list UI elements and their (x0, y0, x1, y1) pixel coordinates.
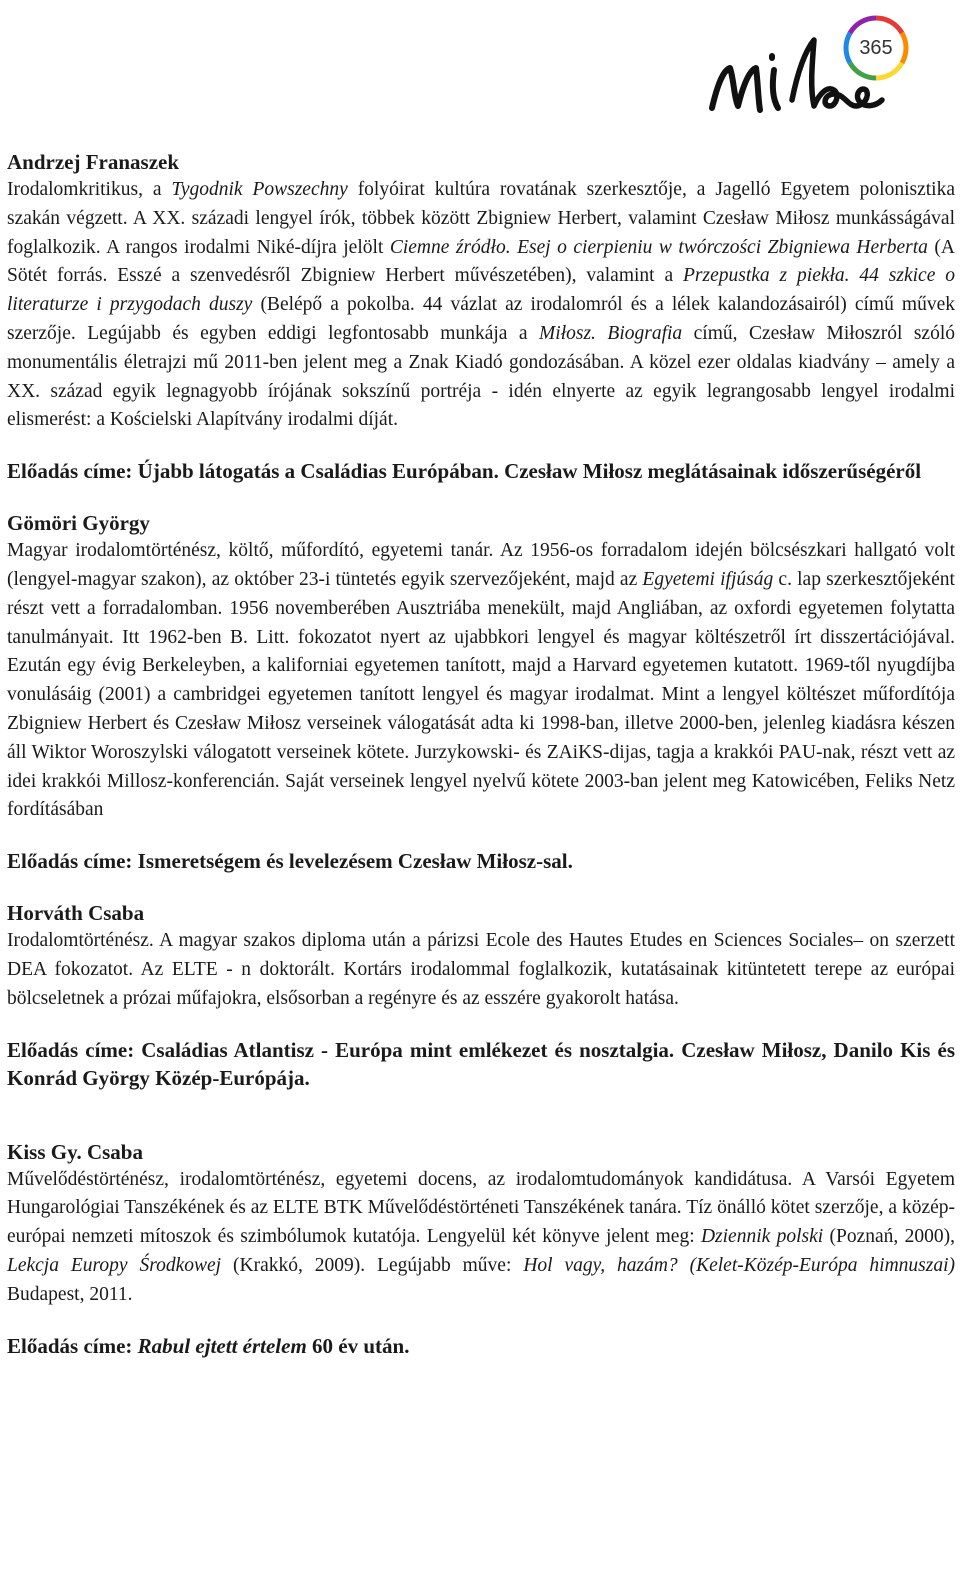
text-run: Irodalomkritikus, a (7, 179, 172, 200)
speaker-name: Horváth Csaba (7, 901, 145, 926)
speaker-bio (7, 1166, 955, 1310)
speaker-entry (7, 509, 955, 875)
milosz-365-logo (694, 10, 934, 130)
text-run: (Poznań, 2000), (823, 1226, 955, 1248)
text-run: Budapest, 2011. (7, 1283, 133, 1305)
text-run: (Belépő a pokolba. 44 vázlat az irodalomról és a lélek kalandozásairól) című művek szerzője. Legújabb és egyben eddigi legfontosabb munkája a (7, 294, 956, 344)
italic-title: Dziennik polski (700, 1226, 824, 1248)
logo-graphic (694, 10, 934, 130)
lecture-title (7, 1332, 955, 1360)
speaker-name: Kiss Gy. Csaba (7, 1139, 143, 1164)
speaker-bio (7, 537, 955, 825)
text-run: c. lap szerkesztőjeként részt vett a forradalomban. 1956 novemberében Ausztriába menekült, majd Angliában, az oxfordi egyetemen folytatta tanulmányait. Itt 1962-ben B. Litt. fokozatot nyert az ujabbkori lengyel és magyar költészetről írt disszertációjával. Ezután egy évig Berkeleyben, a kaliforniai egyetemen tanított, majd a Harvard egyetemen kutatott. 1969-től nyugdíjba vonulásáig (2001) a cambridgei egyetemen tanított lengyel és magyar irodalmat. Mint a lengyel költészet műfordítója Zbigniew Herbert és Czesław Miłosz verseinek válogatását adta ki 1998-ban, illetve 2000-ben, jelenleg kiadásra készen áll Wiktor Woroszylski válogatott verseinek kötete. Jurzykowski- és ZAiKS-dijas, tagja a krakkói PAU-nak, részt vett az idei krakkói Millosz-konferencián. Saját verseinek lengyel nyelvű kötete 2003-ban jelent meg Katowicében, Feliks Netz fordításában (7, 568, 955, 821)
text-run: Előadás címe: Újabb látogatás a Családias Európában. Czesław Miłosz meglátásainak időszerűségéről (7, 459, 922, 484)
italic-title: Ciemne źródło. Esej o cierpieniu w twórczości Zbigniewa Herberta (389, 236, 928, 258)
speaker-name: Andrzej Franaszek (7, 150, 180, 174)
text-run: Magyar irodalomtörténész, költő, műfordító, egyetemi tanár. Az 1956-os forradalom idején bölcsészkari hallgató volt (lengyel-magyar szakon), az október 23-i tüntetés egyik szervezőjeként, majd az (7, 540, 955, 590)
logo-ring-segment (846, 33, 850, 63)
text-run: Előadás címe: Ismeretségem és levelezésem Czesław Miłosz-sal. (7, 849, 573, 874)
text-run: című, Czesław Miłoszról szóló monumentális életrajzi mű 2011-ben jelent meg a Znak Kiadó gondozásában. A közel ezer oldalas kiadvány – amely a XX. század egyik legnagyobb írójának sokszínű portréja - idén elnyerte az egyik legrangosabb lengyel irodalmi elismerést: a Kościelski Alapítvány irodalmi díját. (7, 322, 956, 431)
lecture-title (7, 1036, 955, 1092)
lecture-title (7, 847, 955, 875)
signature-i-stroke (772, 56, 778, 108)
text-run: Előadás címe: (7, 1333, 138, 1358)
speaker-name: Gömöri György (7, 511, 150, 536)
italic-title: Lekcja Europy Środkowej (7, 1254, 222, 1276)
text-run: 60 év után. (306, 1333, 410, 1358)
text-run: folyóirat kultúra rovatának szerkesztője, a Jagelló Egyetem polonisztika szakán végzett. A XX. századi lengyel írók, többek között Zbigniew Herbert, valamint Czesław Miłosz munkásságával foglalkozik. A rangos irodalmi Niké-díjra jelölt (7, 179, 956, 258)
speaker-entry (7, 899, 955, 1091)
italic-title: Rabul ejtett értelem (137, 1333, 307, 1358)
signature-m-stroke (712, 68, 760, 110)
italic-title: Przepustka z piekła. 44 szkice o literaturze i przygodach duszy (7, 265, 956, 316)
speaker-bio (7, 927, 955, 1013)
italic-title: Hol vagy, hazám? (Kelet-Közép-Európa himnuszai) (523, 1254, 955, 1276)
logo-ring-segment (902, 33, 906, 63)
logo-badge-number: 365 (859, 37, 893, 59)
speaker-entry (7, 148, 955, 485)
italic-title: Egyetemi ifjúság (642, 568, 774, 590)
speaker-list (7, 148, 955, 1360)
text-run: (Krakkó, 2009). Legújabb műve: (221, 1254, 524, 1276)
logo-ring-segment (876, 18, 902, 33)
text-run: Művelődéstörténész, irodalomtörténész, egyetemi docens, az irodalomtudományok kandidátusa. A Varsói Egyetem Hungarológiai Tanszékének és az ELTE BTK Művelődéstörténeti Tanszékének tanára. Tíz önálló kötet szerzője, a közép-európai nemzeti mítoszok és szimbólumok kutatója. Lengyelül két könyve jelent meg: (7, 1168, 955, 1248)
italic-title: Miłosz. Biografia (539, 322, 683, 344)
speaker-entry (7, 1138, 955, 1360)
lecture-title (7, 457, 955, 485)
text-run: Irodalomtörténész. A magyar szakos diploma után a párizsi Ecole des Hautes Etudes en Sciences Sociales– on szerzett DEA fokozatot. Az ELTE - n doktorált. Kortárs irodalommal foglalkozik, kutatásainak kitüntetett terepe az európai bölcseletnek a prózai műfajokra, elsősorban a regényre és az esszére gyakorolt hatása. (7, 930, 955, 1009)
logo-ring-segment (850, 18, 876, 33)
text-run: (A Sötét forrás. Esszé a szenvedésről Zbigniew Herbert művészetében), valamint a (7, 236, 955, 287)
italic-title: Tygodnik Powszechny (171, 179, 348, 200)
speaker-bio (7, 176, 955, 435)
logo-ring-segment (876, 63, 902, 78)
text-run: Előadás címe: Családias Atlantisz - Európa mint emlékezet és nosztalgia. Czesław Miłosz, Danilo Kis és Konrád György Közép-Európája. (7, 1037, 955, 1090)
logo-ring-segment (850, 63, 876, 78)
